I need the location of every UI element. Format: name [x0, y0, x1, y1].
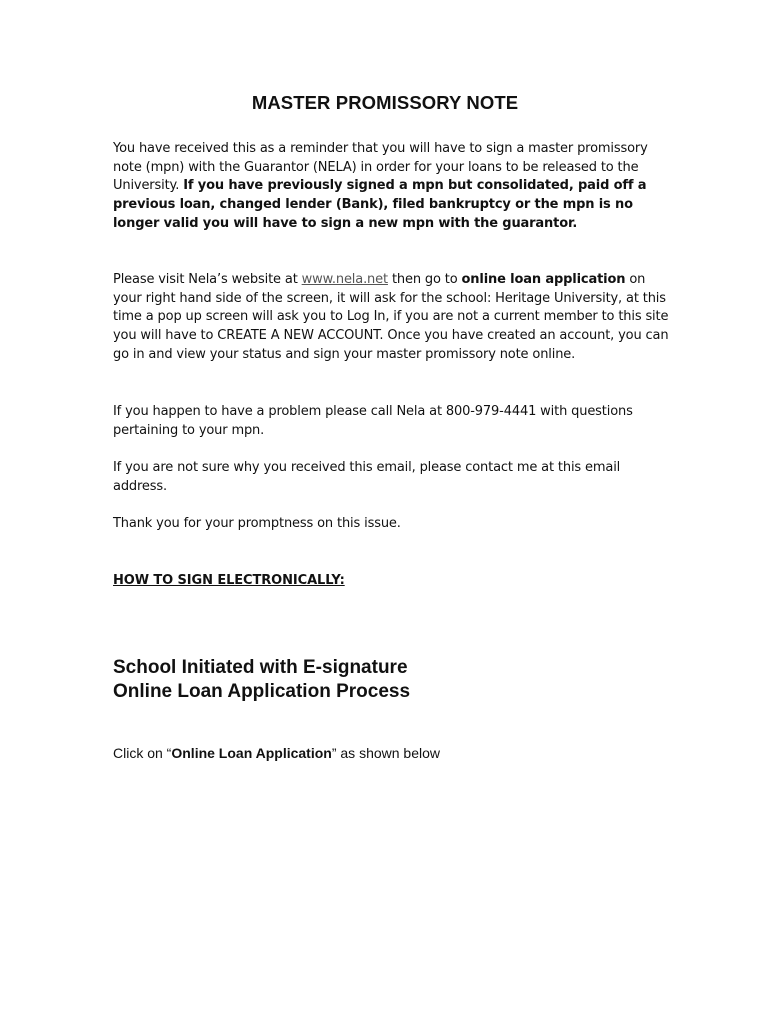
- click-post: ” as shown below: [331, 745, 441, 761]
- click-pre: Click on “: [113, 745, 172, 761]
- instructions-paragraph: [113, 271, 673, 365]
- instructions-mid: then go to: [391, 272, 458, 287]
- page-title: MASTER PROMISSORY NOTE: [251, 92, 519, 113]
- instructions-intro: Please visit Nela’s website at: [113, 272, 298, 287]
- click-instruction: [113, 745, 440, 761]
- reminder-bold-text: If you have previously signed a mpn but consolidated, paid off a previous loan, changed lender (Bank), filed bankruptcy or the mpn is no longer valid you will have to sign a new mpn with the guarantor.: [113, 178, 647, 231]
- instructions-rest: on your right hand side of the screen, it will ask for the school: Heritage University, at this time a pop up screen will ask you to Log In, if you are not a current member to this site you will have to CREATE A NEW ACCOUNT. Once you have created an account, you can go in and view your status and sign your master promissory note online.: [113, 272, 669, 362]
- contact-paragraph: If you are not sure why you received this email, please contact me at this email address.: [113, 460, 621, 494]
- thank-you-paragraph: Thank you for your promptness on this issue.: [113, 516, 401, 531]
- how-to-sign-heading: HOW TO SIGN ELECTRONICALLY:: [113, 573, 345, 588]
- section-title-line-1: School Initiated with E-signature: [113, 657, 408, 678]
- online-loan-application-bold: online loan application: [461, 272, 626, 287]
- reminder-paragraph: [113, 140, 673, 234]
- problem-paragraph: If you happen to have a problem please call Nela at 800-979-4441 with questions pertaining to your mpn.: [113, 404, 633, 438]
- click-bold: Online Loan Application: [171, 745, 332, 761]
- section-title-line-2: Online Loan Application Process: [113, 681, 411, 702]
- nela-website-link[interactable]: www.nela.net: [301, 272, 388, 287]
- reminder-text: You have received this as a reminder that you will have to sign a master promissory note (mpn) with the Guarantor (NELA) in order for your loans to be released to the University.: [113, 141, 648, 194]
- section-title: [113, 656, 410, 704]
